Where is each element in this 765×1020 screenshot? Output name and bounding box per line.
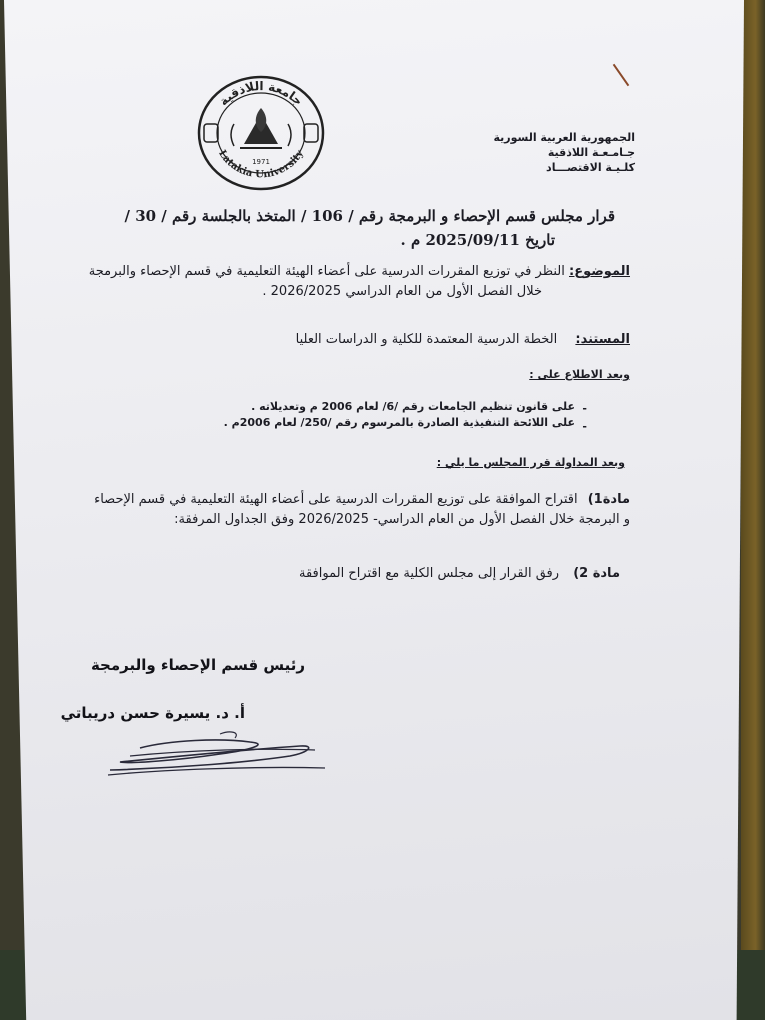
review-bullet: - xyxy=(582,420,587,433)
article-2-text: رفق القرار إلى مجلس الكلية مع اقتراح الموافقة xyxy=(299,566,560,581)
reference-label: المستند: xyxy=(575,332,630,347)
university-logo-icon xyxy=(196,74,326,192)
article-2 xyxy=(299,564,620,584)
article-1-line2: و البرمجة خلال الفصل الأول من العام الدراسي- 2026/2025 وفق الجداول المرفقة: xyxy=(174,512,630,527)
subject-section xyxy=(89,262,630,302)
reference-text: الخطة الدرسية المعتمدة للكلية و الدراسات العليا xyxy=(295,332,558,347)
article-1-line1: اقتراح الموافقة على توزيع المقررات الدرسية على أعضاء الهيئة التعليمية في قسم الإحصاء xyxy=(94,492,578,507)
letterhead xyxy=(493,130,635,175)
decision-title-line2: تاريخ 2025/09/11 م . xyxy=(400,231,555,249)
review-bullet: - xyxy=(582,402,587,415)
review-item: على اللائحة التنفيذية الصادرة بالمرسوم رقم /250/ لعام 2006م . xyxy=(223,416,575,429)
review-item: على قانون تنظيم الجامعات رقم /6/ لعام 2006 م وتعديلاته . xyxy=(251,400,575,413)
article-1 xyxy=(94,490,630,530)
subject-line2: خلال الفصل الأول من العام الدراسي 2026/2025 . xyxy=(262,284,542,299)
decision-title xyxy=(125,204,616,252)
decision-heading: وبعد المداولة قرر المجلس ما يلي : xyxy=(436,456,625,469)
decision-title-line1: قرار مجلس قسم الإحصاء و البرمجة رقم / 106 / المتخذ بالجلسة رقم / 30 / xyxy=(124,207,615,225)
letterhead-faculty: كلـيـة الاقتصـــاد xyxy=(546,161,635,174)
subject-line1: النظر في توزيع المقررات الدرسية على أعضاء الهيئة التعليمية في قسم الإحصاء والبرمجة xyxy=(88,264,565,279)
letterhead-university: جـامـعـة اللاذقية xyxy=(547,146,635,159)
signatory-name: أ. د. يسيرة حسن دريباتي xyxy=(60,704,245,722)
letterhead-country: الجمهورية العربية السورية xyxy=(493,131,635,144)
logo-english-name: Latakia University xyxy=(216,148,306,181)
logo-arabic-name: جامعة اللاذقية xyxy=(216,79,306,109)
article-1-label: مادة1) xyxy=(587,492,630,507)
signature-icon xyxy=(100,720,330,790)
article-2-label: مادة 2) xyxy=(573,566,620,581)
table-edge-background xyxy=(741,0,765,1020)
review-heading: وبعد الاطلاع على : xyxy=(529,368,630,381)
subject-label: الموضوع: xyxy=(569,264,630,279)
signatory-role: رئيس قسم الإحصاء والبرمجة xyxy=(90,656,305,674)
logo-year: 1971 xyxy=(252,158,270,166)
reference-section xyxy=(296,330,630,350)
